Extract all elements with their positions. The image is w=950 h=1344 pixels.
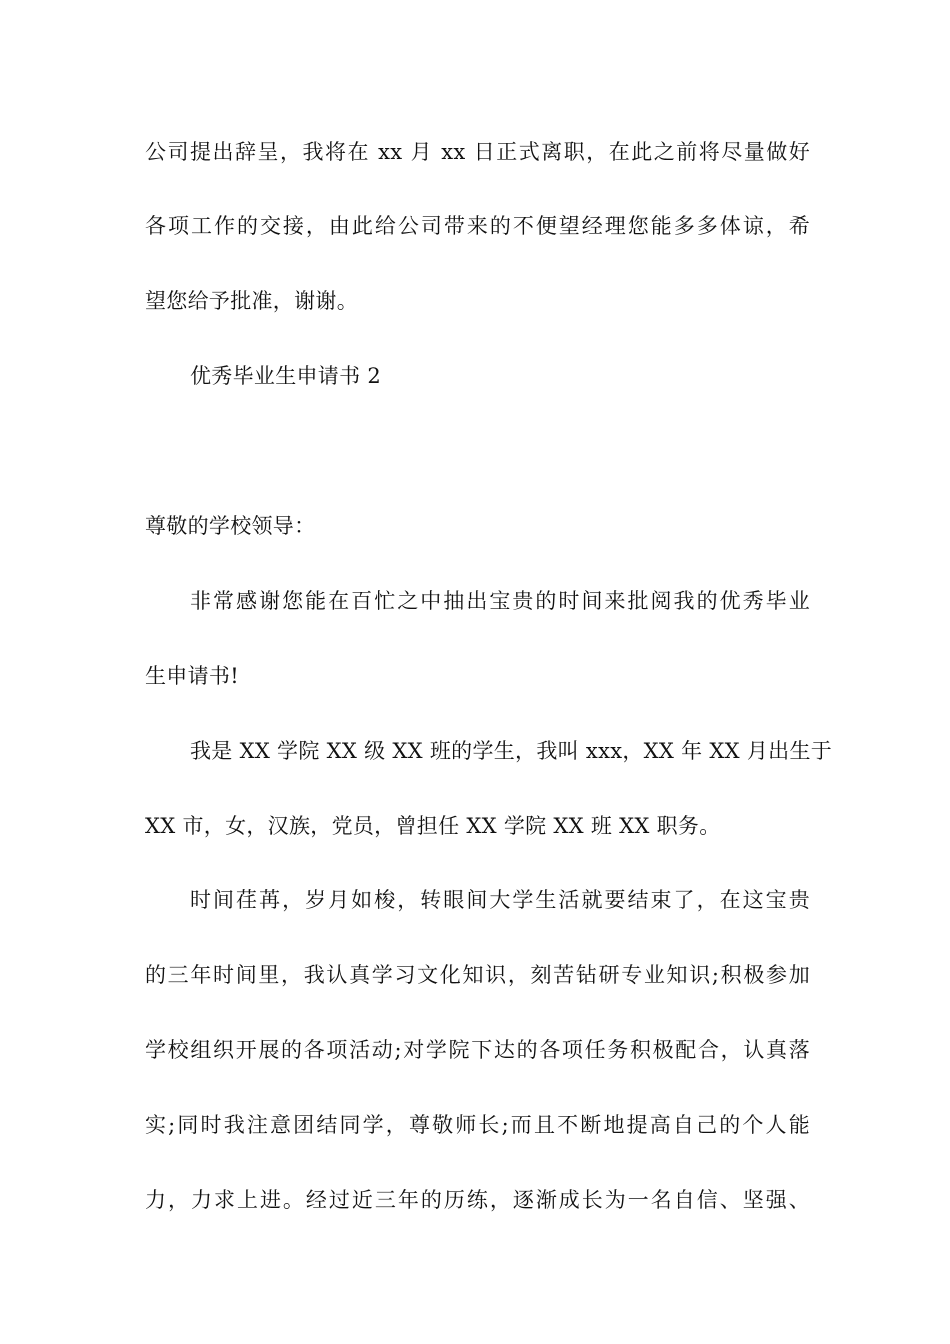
body-text-line: 各项工作的交接，由此给公司带来的不便望经理您能多多体谅，希 [145, 214, 810, 238]
body-text-line: XX 市，女，汉族，党员，曾担任 XX 学院 XX 班 XX 职务。 [145, 814, 721, 838]
body-text-line: 公司提出辞呈，我将在 xx 月 xx 日正式离职，在此之前将尽量做好 [145, 140, 810, 164]
salutation: 尊敬的学校领导： [145, 514, 316, 538]
paragraph-first-line: 时间荏苒，岁月如梭，转眼间大学生活就要结束了，在这宝贵 [190, 888, 810, 912]
body-text-line: 的三年时间里，我认真学习文化知识，刻苦钻研专业知识;积极参加 [145, 963, 810, 987]
body-text-line: 学校组织开展的各项活动;对学院下达的各项任务积极配合，认真落 [145, 1038, 810, 1062]
body-text-line: 望您给予批准，谢谢。 [145, 289, 358, 313]
paragraph-first-line: 我是 XX 学院 XX 级 XX 班的学生，我叫 xxx，XX 年 XX 月出生于 [190, 739, 833, 763]
body-text-line: 实;同时我注意团结同学，尊敬师长;而且不断地提高自己的个人能 [145, 1113, 810, 1137]
body-text-line: 力，力求上进。经过近三年的历练，逐渐成长为一名自信、坚强、 [145, 1188, 810, 1212]
body-text-line: 生申请书! [145, 664, 239, 688]
paragraph-first-line: 非常感谢您能在百忙之中抽出宝贵的时间来批阅我的优秀毕业 [190, 589, 810, 613]
section-heading: 优秀毕业生申请书 2 [190, 364, 382, 388]
